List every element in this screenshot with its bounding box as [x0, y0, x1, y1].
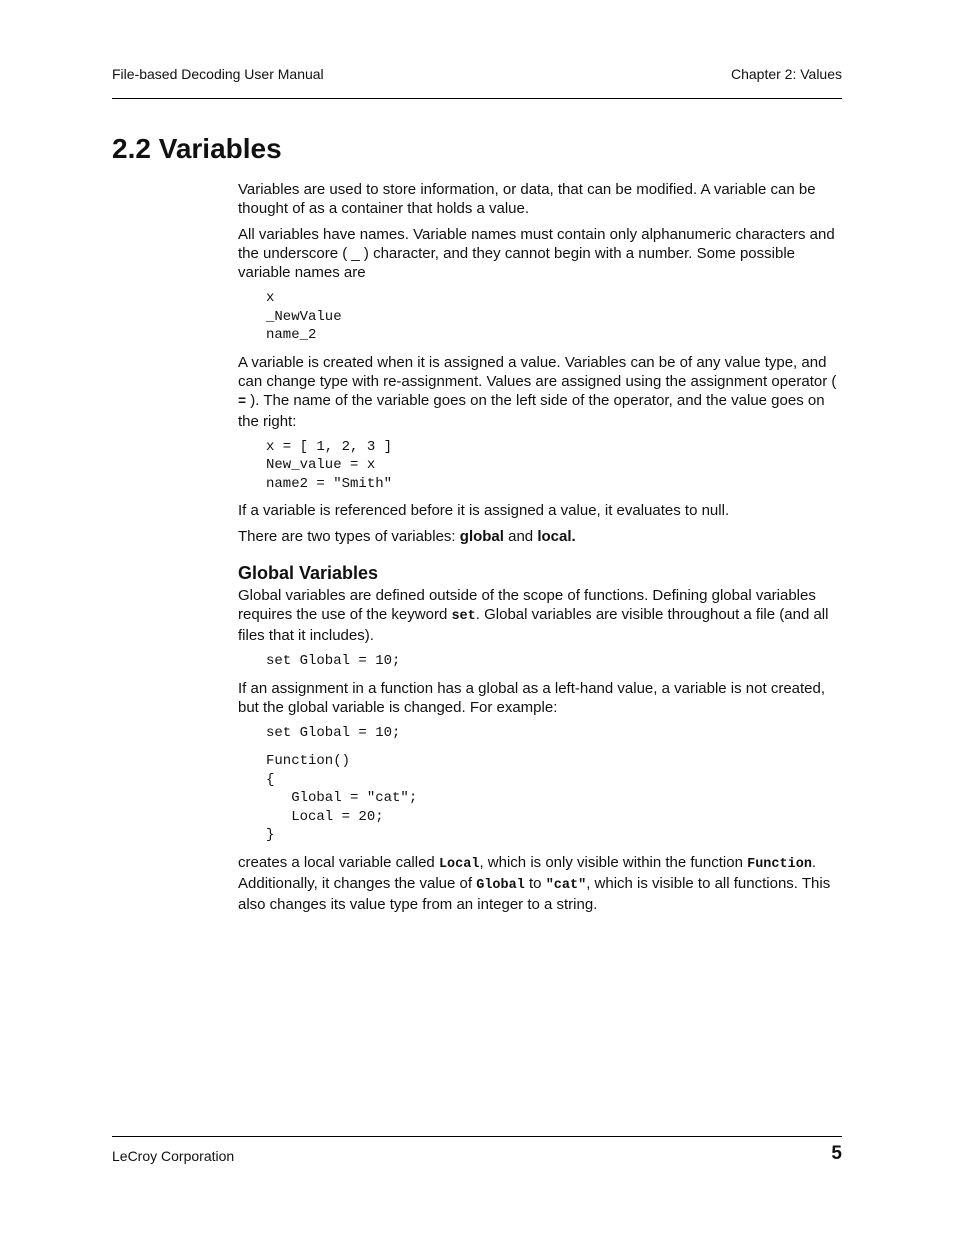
footer-company: LeCroy Corporation — [112, 1148, 235, 1164]
page-number: 5 — [831, 1143, 842, 1164]
global-assignment-paragraph: If an assignment in a function has a global as a left-hand value, a variable is not created, but the global variable is changed. For example: — [238, 679, 826, 716]
code-block-function-example — [266, 724, 842, 845]
text-run: , which is only visible within the function — [479, 853, 748, 871]
section-body — [238, 180, 842, 921]
naming-paragraph: All variables have names. Variable names must contain only alphanumeric characters and the underscore ( _ ) character, and they cannot begin with a number. Some possible variable names are — [238, 226, 835, 281]
inline-code-cat: "cat" — [545, 877, 587, 893]
null-paragraph: If a variable is referenced before it is assigned a value, it evaluates to null. — [238, 502, 730, 519]
intro-paragraph: Variables are used to store information, or data, that can be modified. A variable can be thought of as a container that holds a value. — [238, 181, 816, 217]
inline-code-local: Local — [438, 856, 480, 872]
code-line: x = [ 1, 2, 3 ] — [266, 438, 393, 455]
running-header-title: File-based Decoding User Manual — [112, 66, 324, 82]
code-gap — [266, 742, 842, 752]
text-run: . Global variables are visible throughout a file (and all files that it includes). — [238, 606, 829, 644]
code-block-set-global — [266, 652, 842, 671]
text-run: , which is visible to all functions. This also changes its value type from an integer to a string. — [238, 874, 831, 913]
global-variables-heading: Global Variables — [238, 563, 379, 583]
code-line: { — [266, 771, 275, 788]
text-run: to — [524, 874, 546, 892]
keyword-set: set — [451, 609, 476, 624]
code-line: set Global = 10; — [266, 653, 401, 669]
text-run: A variable is created when it is assigned a value. Variables can be of any value type, and can change type with re-assignment. Values are assigned using the assignment operator ( — [238, 353, 837, 390]
code-block-variable-names — [266, 289, 842, 345]
code-line: _NewValue — [266, 308, 342, 325]
assignment-operator: = — [238, 394, 247, 410]
code-line: x — [266, 290, 275, 306]
text-run: Global variables are defined outside of the scope of functions. Defining global variables requires the use of the keyword — [238, 587, 816, 623]
code-line: set Global = 10; — [266, 724, 401, 741]
code-line: New_value = x — [266, 457, 376, 473]
code-block-assignment — [266, 438, 842, 494]
footer-rule — [112, 1136, 842, 1137]
running-header-chapter: Chapter 2: Values — [730, 66, 842, 82]
term-local: local. — [537, 528, 576, 545]
section-title: 2.2 Variables — [112, 133, 282, 164]
inline-code-global: Global — [476, 877, 525, 893]
code-line: Function() — [266, 753, 351, 769]
code-line: name2 = "Smith" — [266, 475, 393, 492]
text-run: creates a local variable called — [238, 853, 439, 871]
types-paragraph — [238, 527, 842, 546]
header-rule — [112, 98, 842, 99]
text-run: ). The name of the variable goes on the left side of the operator, and the value goes on the right: — [238, 391, 825, 430]
assignment-paragraph — [238, 353, 842, 431]
inline-code-function: Function — [747, 856, 812, 872]
text-run: and — [503, 528, 538, 545]
code-line: Local = 20; — [266, 808, 384, 825]
code-line: name_2 — [266, 327, 317, 343]
local-explanation-paragraph — [238, 853, 842, 914]
text-run: There are two types of variables: — [238, 528, 460, 545]
code-line: } — [266, 827, 275, 843]
term-global: global — [459, 528, 504, 545]
global-definition-paragraph — [238, 586, 842, 645]
text-run: . Additionally, it changes the value of — [238, 853, 817, 892]
code-line: Global = "cat"; — [266, 790, 418, 806]
